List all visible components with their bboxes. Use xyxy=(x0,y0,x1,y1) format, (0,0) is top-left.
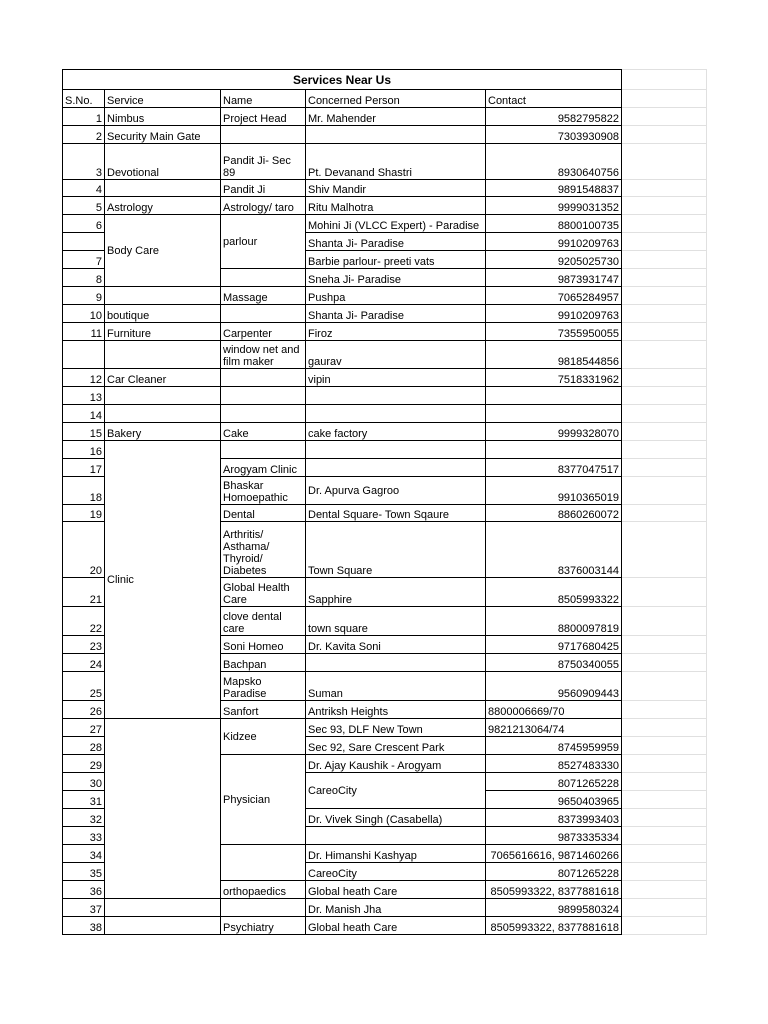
cell-name: Sanfort xyxy=(221,701,306,719)
cell-contact: 9717680425 xyxy=(486,636,622,654)
cell-sno: 26 xyxy=(63,701,105,719)
cell-name xyxy=(221,387,306,405)
cell-name xyxy=(221,269,306,287)
cell-person: Shanta Ji- Paradise xyxy=(306,233,486,251)
cell-contact: 9205025730 xyxy=(486,251,622,269)
cell-name xyxy=(221,845,306,881)
cell-contact: 9910209763 xyxy=(486,305,622,323)
table-row xyxy=(63,423,707,441)
header-name: Name xyxy=(221,90,306,108)
cell-name: Pandit Ji xyxy=(221,180,306,197)
cell-name: Astrology/ taro xyxy=(221,197,306,215)
cell-sno: 12 xyxy=(63,369,105,387)
cell-sno: 29 xyxy=(63,755,105,773)
cell-service: Astrology xyxy=(105,197,221,215)
cell-contact xyxy=(486,387,622,405)
cell-person: Dr. Himanshi Kashyap xyxy=(306,845,486,863)
header-person: Concerned Person xyxy=(306,90,486,108)
table-row xyxy=(63,323,707,341)
cell-sno: 34 xyxy=(63,845,105,863)
cell-sno xyxy=(63,233,105,251)
cell-person: Dr. Vivek Singh (Casabella) xyxy=(306,809,486,827)
cell-sno: 28 xyxy=(63,737,105,755)
cell-sno: 18 xyxy=(63,477,105,505)
cell-name: Arogyam Clinic xyxy=(221,459,306,477)
table-row xyxy=(63,180,707,197)
cell-contact: 8527483330 xyxy=(486,755,622,773)
cell-contact: 9910209763 xyxy=(486,233,622,251)
cell-contact: 9999031352 xyxy=(486,197,622,215)
cell-sno: 3 xyxy=(63,144,105,180)
cell-person: Shanta Ji- Paradise xyxy=(306,305,486,323)
cell-name: orthopaedics xyxy=(221,881,306,899)
cell-person: Firoz xyxy=(306,323,486,341)
cell-name: Soni Homeo xyxy=(221,636,306,654)
cell-person xyxy=(306,459,486,477)
cell-service xyxy=(105,719,221,899)
cell-sno: 11 xyxy=(63,323,105,341)
cell-sno: 33 xyxy=(63,827,105,845)
cell-contact: 8071265228 xyxy=(486,863,622,881)
cell-sno: 2 xyxy=(63,126,105,144)
cell-person: Suman xyxy=(306,672,486,701)
cell-sno xyxy=(63,341,105,369)
table-row xyxy=(63,108,707,126)
cell-sno: 25 xyxy=(63,672,105,701)
cell-name: clove dental care xyxy=(221,607,306,636)
cell-service xyxy=(105,180,221,197)
cell-sno: 37 xyxy=(63,899,105,917)
cell-name xyxy=(221,305,306,323)
cell-name: parlour xyxy=(221,215,306,269)
cell-name: Carpenter xyxy=(221,323,306,341)
cell-person: Dr. Apurva Gagroo xyxy=(306,477,486,505)
cell-person: Pushpa xyxy=(306,287,486,305)
cell-sno: 9 xyxy=(63,287,105,305)
cell-sno: 32 xyxy=(63,809,105,827)
cell-sno: 30 xyxy=(63,773,105,791)
cell-person: Sec 93, DLF New Town xyxy=(306,719,486,737)
cell-contact: 8745959959 xyxy=(486,737,622,755)
table-body xyxy=(63,108,707,935)
cell-service xyxy=(105,405,221,423)
cell-person xyxy=(306,387,486,405)
cell-name xyxy=(221,126,306,144)
cell-contact: 8505993322, 8377881618 xyxy=(486,917,622,935)
cell-sno: 35 xyxy=(63,863,105,881)
cell-contact: 8376003144 xyxy=(486,522,622,578)
cell-name: Massage xyxy=(221,287,306,305)
cell-name xyxy=(221,405,306,423)
cell-contact: 9899580324 xyxy=(486,899,622,917)
cell-person: Barbie parlour- preeti vats xyxy=(306,251,486,269)
cell-person: gaurav xyxy=(306,341,486,369)
cell-name: window net and film maker xyxy=(221,341,306,369)
cell-contact: 9560909443 xyxy=(486,672,622,701)
cell-contact: 8505993322 xyxy=(486,578,622,607)
cell-contact: 7303930908 xyxy=(486,126,622,144)
cell-contact: 9821213064/74 xyxy=(486,719,622,737)
header-contact: Contact xyxy=(486,90,622,108)
sheet-title: Services Near Us xyxy=(63,70,622,90)
table-row xyxy=(63,405,707,423)
cell-contact: 9582795822 xyxy=(486,108,622,126)
cell-person xyxy=(306,126,486,144)
cell-name: Kidzee xyxy=(221,719,306,755)
cell-contact: 8800100735 xyxy=(486,215,622,233)
table-row xyxy=(63,287,707,305)
cell-person xyxy=(306,405,486,423)
cell-person: Sec 92, Sare Crescent Park xyxy=(306,737,486,755)
cell-person xyxy=(306,441,486,459)
cell-sno: 38 xyxy=(63,917,105,935)
header-service: Service xyxy=(105,90,221,108)
cell-person: Global heath Care xyxy=(306,881,486,899)
cell-person: Pt. Devanand Shastri xyxy=(306,144,486,180)
cell-name: Global Health Care xyxy=(221,578,306,607)
cell-person: Dr. Kavita Soni xyxy=(306,636,486,654)
cell-contact: 9650403965 xyxy=(486,791,622,809)
cell-person xyxy=(306,654,486,672)
cell-contact xyxy=(486,405,622,423)
cell-sno: 20 xyxy=(63,522,105,578)
cell-name xyxy=(221,369,306,387)
cell-service xyxy=(105,341,221,369)
cell-service: boutique xyxy=(105,305,221,323)
cell-contact: 8505993322, 8377881618 xyxy=(486,881,622,899)
cell-sno: 24 xyxy=(63,654,105,672)
table-row xyxy=(63,305,707,323)
cell-contact: 8071265228 xyxy=(486,773,622,791)
cell-sno: 31 xyxy=(63,791,105,809)
cell-sno: 23 xyxy=(63,636,105,654)
cell-contact: 8750340055 xyxy=(486,654,622,672)
cell-service xyxy=(105,899,221,917)
cell-person: Antriksh Heights xyxy=(306,701,486,719)
cell-contact: 9873931747 xyxy=(486,269,622,287)
cell-service: Clinic xyxy=(105,441,221,719)
cell-service xyxy=(105,287,221,305)
cell-service: Furniture xyxy=(105,323,221,341)
cell-sno: 6 xyxy=(63,215,105,233)
cell-person: CareoCity xyxy=(306,773,486,809)
cell-contact: 8800097819 xyxy=(486,607,622,636)
cell-service xyxy=(105,917,221,935)
table-row xyxy=(63,719,707,737)
header-row xyxy=(63,90,707,108)
table-row xyxy=(63,126,707,144)
table-row xyxy=(63,144,707,180)
cell-contact: 8377047517 xyxy=(486,459,622,477)
cell-sno: 4 xyxy=(63,180,105,197)
cell-person: Ritu Malhotra xyxy=(306,197,486,215)
cell-sno: 1 xyxy=(63,108,105,126)
cell-contact: 8800006669/70 xyxy=(486,701,622,719)
cell-sno: 7 xyxy=(63,251,105,269)
cell-name: Arthritis/ Asthama/ Thyroid/ Diabetes xyxy=(221,522,306,578)
table-row xyxy=(63,387,707,405)
cell-person: Dental Square- Town Sqaure xyxy=(306,505,486,522)
cell-sno: 16 xyxy=(63,441,105,459)
cell-person: Shiv Mandir xyxy=(306,180,486,197)
cell-contact: 8373993403 xyxy=(486,809,622,827)
cell-service: Security Main Gate xyxy=(105,126,221,144)
cell-service: Nimbus xyxy=(105,108,221,126)
table-row xyxy=(63,441,707,459)
cell-contact: 8930640756 xyxy=(486,144,622,180)
table-row xyxy=(63,215,707,233)
cell-sno: 22 xyxy=(63,607,105,636)
cell-sno: 8 xyxy=(63,269,105,287)
cell-person: vipin xyxy=(306,369,486,387)
cell-person: Mohini Ji (VLCC Expert) - Paradise xyxy=(306,215,486,233)
cell-person: Dr. Manish Jha xyxy=(306,899,486,917)
cell-person: Mr. Mahender xyxy=(306,108,486,126)
cell-sno: 13 xyxy=(63,387,105,405)
cell-contact: 9873335334 xyxy=(486,827,622,845)
table-row xyxy=(63,341,707,369)
cell-contact: 7065284957 xyxy=(486,287,622,305)
cell-contact: 7518331962 xyxy=(486,369,622,387)
table-row xyxy=(63,917,707,935)
header-sno: S.No. xyxy=(63,90,105,108)
cell-contact: 9818544856 xyxy=(486,341,622,369)
cell-sno: 5 xyxy=(63,197,105,215)
cell-person: Town Square xyxy=(306,522,486,578)
cell-name xyxy=(221,899,306,917)
cell-sno: 15 xyxy=(63,423,105,441)
cell-sno: 27 xyxy=(63,719,105,737)
cell-person: CareoCity xyxy=(306,863,486,881)
cell-name: Bachpan xyxy=(221,654,306,672)
cell-person: cake factory xyxy=(306,423,486,441)
cell-person: Dr. Ajay Kaushik - Arogyam xyxy=(306,755,486,773)
cell-service: Body Care xyxy=(105,215,221,287)
cell-sno: 14 xyxy=(63,405,105,423)
services-table xyxy=(62,69,707,935)
cell-contact: 9910365019 xyxy=(486,477,622,505)
cell-name: Project Head xyxy=(221,108,306,126)
cell-name: Cake xyxy=(221,423,306,441)
cell-service: Car Cleaner xyxy=(105,369,221,387)
cell-person: Sneha Ji- Paradise xyxy=(306,269,486,287)
cell-sno: 17 xyxy=(63,459,105,477)
cell-name: Pandit Ji- Sec 89 xyxy=(221,144,306,180)
cell-name: Bhaskar Homoepathic xyxy=(221,477,306,505)
cell-sno: 21 xyxy=(63,578,105,607)
cell-person xyxy=(306,827,486,845)
cell-person: Global heath Care xyxy=(306,917,486,935)
cell-name: Dental xyxy=(221,505,306,522)
cell-person: Sapphire xyxy=(306,578,486,607)
cell-sno: 36 xyxy=(63,881,105,899)
cell-service: Bakery xyxy=(105,423,221,441)
cell-service xyxy=(105,387,221,405)
cell-contact: 9999328070 xyxy=(486,423,622,441)
cell-service: Devotional xyxy=(105,144,221,180)
table-row xyxy=(63,197,707,215)
cell-name: Psychiatry xyxy=(221,917,306,935)
cell-contact: 8860260072 xyxy=(486,505,622,522)
cell-contact xyxy=(486,441,622,459)
cell-person: town square xyxy=(306,607,486,636)
cell-sno: 10 xyxy=(63,305,105,323)
cell-name: Mapsko Paradise xyxy=(221,672,306,701)
cell-contact: 7065616616, 9871460266 xyxy=(486,845,622,863)
cell-name: Physician xyxy=(221,755,306,845)
cell-sno: 19 xyxy=(63,505,105,522)
cell-contact: 9891548837 xyxy=(486,180,622,197)
cell-contact: 7355950055 xyxy=(486,323,622,341)
table-row xyxy=(63,899,707,917)
table-row xyxy=(63,369,707,387)
cell-name xyxy=(221,441,306,459)
